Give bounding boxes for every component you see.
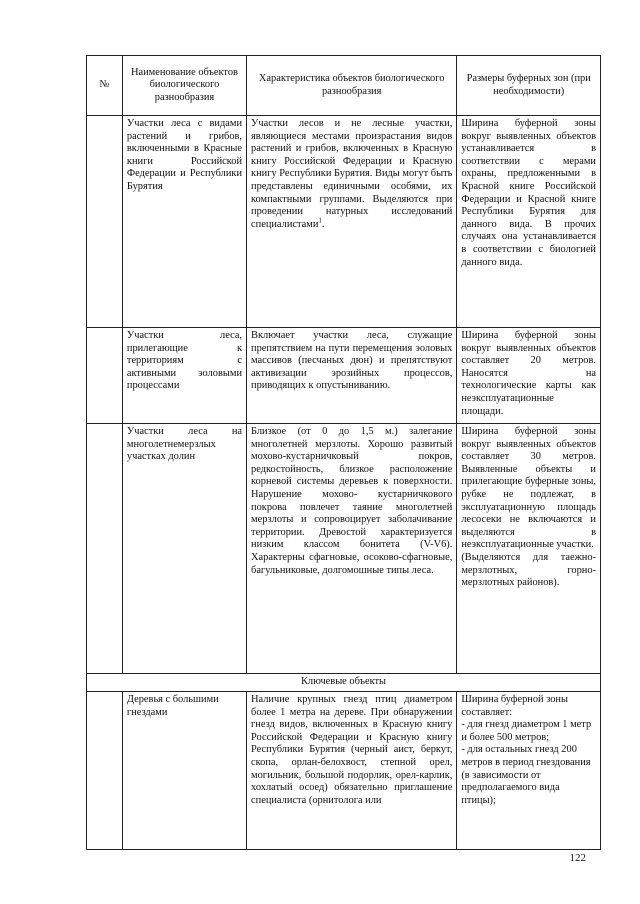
biodiversity-table bbox=[86, 55, 601, 850]
buffer-item: - для гнезд диаметром 1 метр и более 500 метров; bbox=[461, 719, 592, 743]
footnote-marker: 1 bbox=[318, 216, 322, 225]
page-number: 122 bbox=[569, 852, 586, 864]
header-number: № bbox=[87, 56, 123, 116]
object-name-cell: Участки леса на многолетнемерзлых участках долин bbox=[122, 424, 246, 674]
row-number-cell bbox=[87, 692, 123, 850]
buffer-item: - для остальных гнезд 200 метров в период гнездования (в зависимости от предполагаемого вида птицы); bbox=[461, 744, 591, 806]
characteristics-cell: Близкое (от 0 до 1,5 м.) залегание многолетней мерзлоты. Хорошо развитый мохово-кустарничковый покров, редкостойность, близкое расположение корневой системы деревьев к поверхности. Нарушение мохово- кустарничкового покрова повлечет таяние многолетней мерзлоты и сопровоцирует заболачивание территории. Древостой характеризуется низким классом бонитета (V-V6). Характерны сфагновые, осоково-сфагновые, багульниковые, долгомошные типы леса. bbox=[247, 424, 457, 674]
object-name-cell: Участки леса, прилегающие к территориям с активными эоловыми процессами bbox=[122, 328, 246, 424]
characteristics-cell: Участки лесов и не лесные участки, являющиеся местами произрастания видов растений и грибов, включенных в Красную книгу Российской Федерации и Красную книгу Республики Бурятия. Виды могут быть представлены единичными особями, их компактными группами. Выделяются при проведении натурных исследований специалистами$^1$. bbox=[247, 116, 457, 328]
buffer-size-cell: Ширина буферной зоны вокруг выявленных объектов устанавливается в соответствии с мерами охраны, предложенными в Красной книге Российской Федерации и Красной книге Республики Бурятия для данного вида. В прочих случаях она устанавливается в соответствии с биологией данного вида. bbox=[457, 116, 601, 328]
row-number-cell bbox=[87, 116, 123, 328]
header-object-name: Наименование объектов биологического разнообразия bbox=[122, 56, 246, 116]
header-characteristics: Характеристика объектов биологического разнообразия bbox=[247, 56, 457, 116]
table-row bbox=[87, 692, 601, 850]
buffer-size-cell bbox=[457, 424, 601, 674]
row-number-cell bbox=[87, 328, 123, 424]
table-row bbox=[87, 116, 601, 328]
section-title: Ключевые объекты bbox=[87, 674, 601, 692]
row-number-cell bbox=[87, 424, 123, 674]
buffer-size-cell: Ширина буферной зоны вокруг выявленных объектов составляет 20 метров. Наносятся на технологические карты как неэксплуатационные площади. bbox=[457, 328, 601, 424]
header-buffer-size: Размеры буферных зон (при необходимости) bbox=[457, 56, 601, 116]
table-row bbox=[87, 424, 601, 674]
characteristics-cell: Включает участки леса, служащие препятствием на пути перемещения эоловых массивов (песчаных дюн) и препятствуют активизации эрозийных процессов, приводящих к опустыниванию. bbox=[247, 328, 457, 424]
table-header-row bbox=[87, 56, 601, 116]
characteristics-text: Участки лесов и не лесные участки, являющиеся местами произрастания видов растений и грибов, включенных в Красную книгу Российской Федерации и Красную книгу Республики Бурятия. Виды могут быть представлены единичными особями, их компактными группами. Выделяются при проведении натурных исследований специалистами bbox=[251, 118, 453, 230]
buffer-note: (Выделяются для таежно-мерзлотных, горно-мерзлотных районов). bbox=[461, 551, 596, 589]
object-name-cell: Участки леса с видами растений и грибов, включенными в Красные книги Российской Федерации и Республики Бурятия bbox=[122, 116, 246, 328]
buffer-intro: Ширина буферной зоны составляет: bbox=[461, 694, 568, 718]
section-row bbox=[87, 674, 601, 692]
buffer-text: Ширина буферной зоны вокруг выявленных объектов составляет 30 метров. Выявленные объекты и прилегающие буферные зоны, рубке не подлежат, в эксплуатационную площадь лесосеки не включаются и выделяются в неэксплуатационные участки. bbox=[461, 426, 596, 551]
characteristics-cell: Наличие крупных гнезд птиц диаметром более 1 метра на дереве. При обнаружении гнезд видов, включенных в Красную книгу Российской Федерации и Красную книгу Республики Бурятия (черный аист, беркут, скопа, орлан-белохвост, степной орел, могильник, большой подорлик, орел-карлик, хохлатый осоед) обязательно приглашение специалиста (орнитолога или bbox=[247, 692, 457, 850]
object-name-cell: Деревья с большими гнездами bbox=[122, 692, 246, 850]
table-row bbox=[87, 328, 601, 424]
buffer-size-cell bbox=[457, 692, 601, 850]
